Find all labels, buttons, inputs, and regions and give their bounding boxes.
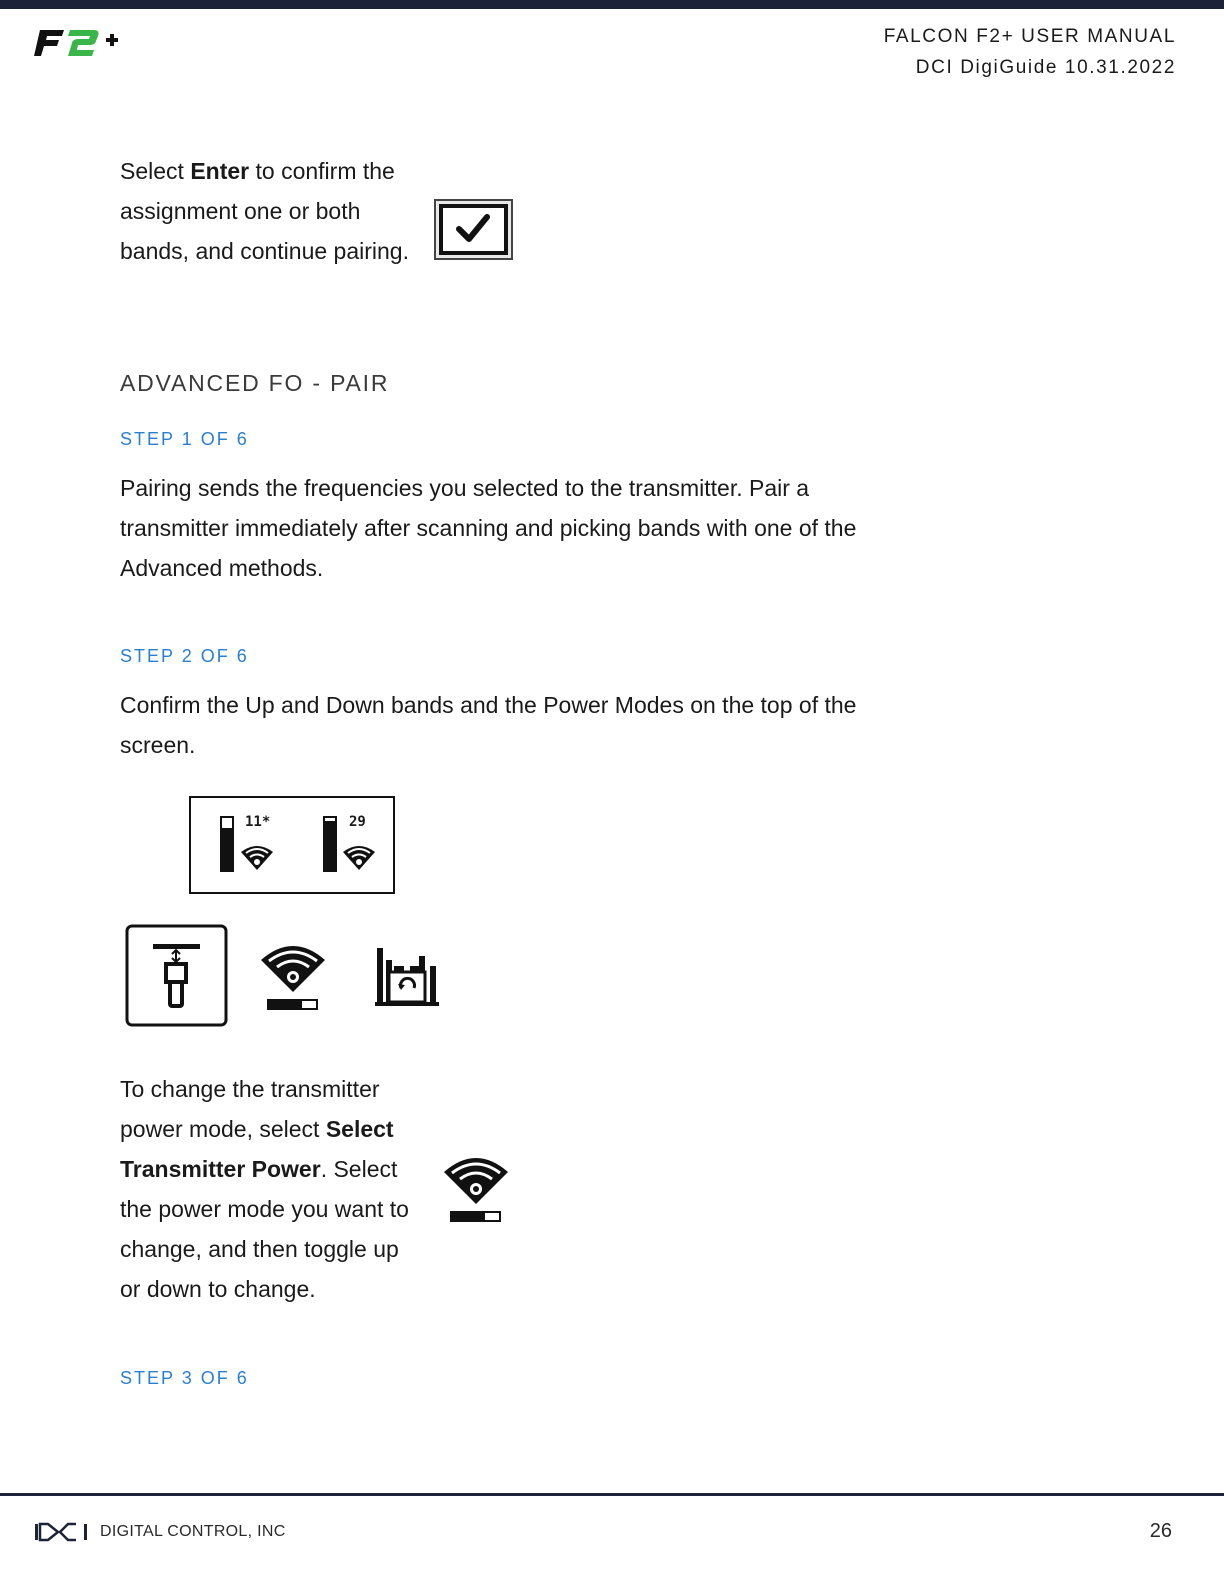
band-down-signal-meter — [323, 816, 337, 872]
section-title: ADVANCED FO - PAIR — [120, 370, 390, 396]
top-bar — [0, 0, 1224, 9]
band-down-value: 29 — [349, 814, 366, 830]
transmitter-select-icon — [125, 924, 229, 1028]
step-2-label: STEP 2 OF 6 — [120, 646, 249, 666]
step-1-text: Pairing sends the frequencies you selected to the transmitter. Pair a transmitter immediately after scanning and picking bands with one of the Advanced methods. — [120, 475, 857, 581]
step-3-label: STEP 3 OF 6 — [120, 1368, 249, 1388]
manual-title: FALCON F2+ USER MANUAL — [883, 26, 1176, 47]
power-text-post: . Select the power mode you want to change, and then toggle up or down to change. — [120, 1156, 409, 1302]
dci-logo — [34, 1522, 92, 1542]
band-down-signal-icon — [341, 842, 377, 872]
company-name: DIGITAL CONTROL, INC — [100, 1523, 286, 1540]
band-up-signal-meter — [220, 816, 234, 872]
confirm-text-pre: Select — [120, 158, 191, 184]
power-mode-paragraph — [120, 1069, 420, 1309]
band-up-value: 11* — [245, 814, 271, 830]
band-up-signal-icon — [239, 842, 275, 872]
power-text-pre: To change the transmitter power mode, select — [120, 1076, 380, 1142]
transmitter-power-mode-icon — [441, 1148, 511, 1224]
confirm-paragraph — [120, 151, 412, 271]
checkbox-confirm-icon — [434, 199, 514, 261]
manual-version: DCI DigiGuide 10.31.2022 — [915, 57, 1176, 78]
footer-rule — [0, 1493, 1224, 1496]
select-transmitter-power-keyword: Select Transmitter Power — [120, 1116, 394, 1182]
enter-keyword: Enter — [190, 158, 250, 184]
transmitter-power-icon — [258, 936, 328, 1012]
confirm-text-post: to confirm the assignment one or both bands, and continue pairing. — [120, 158, 409, 264]
f2-plus-logo — [34, 26, 126, 60]
page-number: 26 — [1149, 1520, 1172, 1542]
step-2-text: Confirm the Up and Down bands and the Power Modes on the top of the screen. — [120, 692, 857, 758]
band-status-screen — [189, 796, 395, 894]
step-1-label: STEP 1 OF 6 — [120, 429, 249, 449]
pair-transmitter-icon — [374, 944, 440, 1008]
